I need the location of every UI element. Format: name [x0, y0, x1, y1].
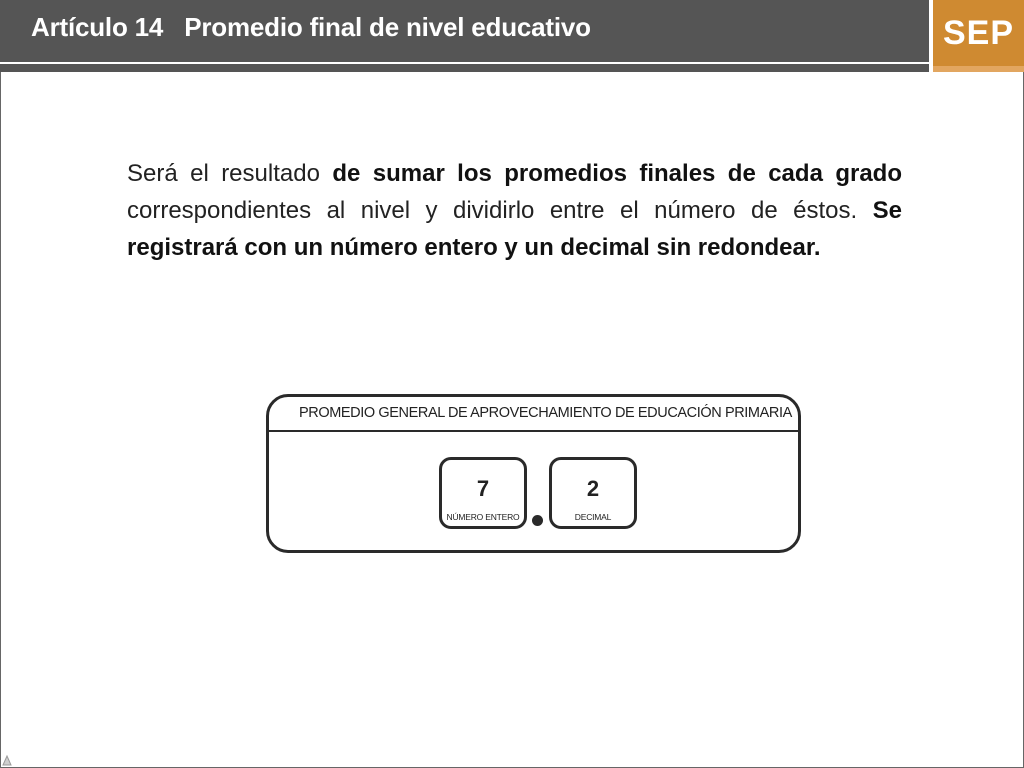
sep-logo-text: SEP [942, 14, 1015, 52]
slide-nav-icon[interactable] [2, 754, 12, 766]
form-heading: PROMEDIO GENERAL DE APROVECHAMIENTO DE EDUCACIÓN PRIMARIA [299, 405, 792, 421]
integer-box [439, 457, 527, 529]
integer-caption: NÚMERO ENTERO [446, 512, 520, 522]
title-bar [0, 0, 929, 62]
decimal-point [532, 515, 543, 526]
paragraph-text: correspondientes al nivel y dividirlo entre el número de éstos. [127, 197, 873, 224]
decimal-value: 2 [586, 476, 600, 501]
paragraph-bold-text: de sumar los promedios finales de cada grado [332, 160, 902, 187]
sep-logo-underline [933, 66, 1024, 72]
slide-title: Artículo 14 Promedio final de nivel educativo [31, 12, 591, 42]
paragraph-bold-text: Se registrará con un número entero y un decimal sin redondear. [127, 197, 902, 261]
sep-logo [933, 0, 1024, 72]
title-rule [0, 64, 929, 72]
form-header-divider [269, 430, 798, 432]
integer-value: 7 [476, 476, 490, 501]
paragraph-text: Será el resultado [127, 160, 333, 187]
grade-form-card [266, 394, 801, 553]
article-paragraph [127, 155, 902, 266]
decimal-box [549, 457, 637, 529]
decimal-caption: DECIMAL [574, 512, 612, 522]
